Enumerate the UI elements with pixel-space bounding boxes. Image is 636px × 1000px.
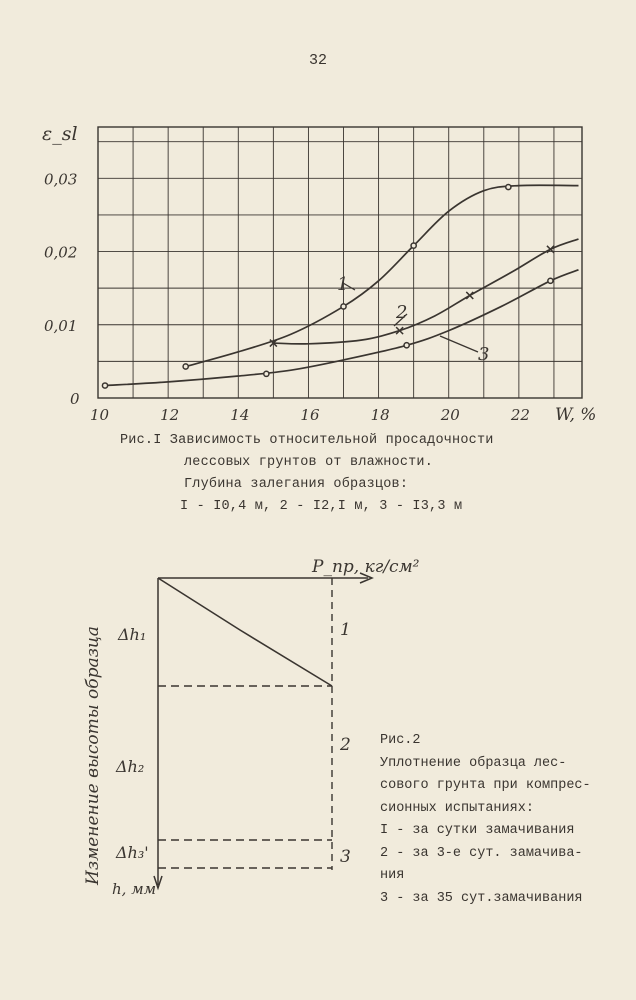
series-1-point	[183, 364, 188, 369]
series-3-point	[264, 371, 269, 376]
x-tick-label: 22	[510, 406, 530, 424]
series-2-point	[466, 292, 473, 299]
compression-line	[158, 578, 332, 686]
figure2-caption-line: сового грунта при компрес-	[380, 778, 591, 793]
y-tick-label: 0,03	[44, 170, 78, 189]
figure1-caption	[120, 430, 620, 518]
stage-label-1: 1	[340, 620, 351, 640]
y-tick-label: 0,01	[44, 316, 78, 335]
figure2-caption-line: Рис.2	[380, 733, 421, 748]
series-3-point	[404, 343, 409, 348]
series-3-point	[102, 383, 107, 388]
leader-line-3	[440, 336, 478, 352]
stage-label-3: 3	[340, 847, 351, 867]
figure2-caption-line: I - за сутки замачивания	[380, 823, 575, 838]
x-tick-label: 14	[230, 406, 250, 424]
figure2-caption-line: 3 - за 35 сут.замачивания	[380, 890, 583, 906]
figure2-caption-line: сионных испытаниях:	[380, 800, 534, 816]
chart-grid	[98, 127, 582, 398]
series-line-1	[186, 185, 579, 366]
figure1-caption-line: Рис.I Зависимость относительной просадочности	[120, 433, 494, 448]
curve-label-2: 2	[396, 302, 408, 323]
figure2-caption-line: 2 - за 3-е сут. замачива-	[380, 845, 583, 861]
y-tick-label: 0,02	[44, 243, 78, 262]
x-tick-label: 20	[440, 406, 460, 424]
x-axis-label: W, %	[555, 405, 597, 425]
page-number: 32	[308, 52, 327, 69]
figure1-caption-line: лессовых грунтов от влажности.	[184, 455, 434, 470]
figure2-caption	[380, 730, 630, 910]
series-3-point	[548, 278, 553, 283]
x-tick-label: 18	[370, 406, 390, 424]
chart-ticks	[44, 170, 530, 424]
dh2-label: Δh₂	[116, 757, 145, 776]
curve-label-3: 3	[478, 344, 490, 365]
series-1-point	[506, 184, 511, 189]
series-1-point	[411, 243, 416, 248]
x-tick-label: 16	[300, 406, 320, 424]
curve-label-1: 1	[337, 274, 349, 295]
series-1-point	[341, 304, 346, 309]
dh1-label: Δh₁	[118, 625, 147, 644]
y-axis-label: ε_sl	[42, 123, 78, 145]
x-tick-label: 10	[90, 406, 110, 424]
figure2-caption-line: ния	[380, 868, 405, 883]
figure1-chart	[0, 0, 636, 430]
bottom-axis-label: h, мм	[112, 880, 157, 898]
figure1-caption-line: I - I0,4 м, 2 - I2,I м, 3 - I3,3 м	[180, 499, 463, 514]
plot-frame	[98, 127, 582, 398]
x-tick-label: 12	[160, 406, 180, 424]
dh3-label: Δh₃'	[116, 843, 149, 862]
y-tick-label: 0	[70, 390, 80, 408]
series-line-2	[273, 239, 578, 344]
top-axis-label: P_пр, кг/см²	[312, 557, 420, 577]
figure1-caption-line: Глубина залегания образцов:	[184, 477, 409, 492]
figure2-caption-line: Уплотнение образца лес-	[380, 755, 567, 771]
stage-label-2: 2	[340, 735, 351, 755]
side-axis-label: Изменение высоты образца	[83, 626, 103, 885]
